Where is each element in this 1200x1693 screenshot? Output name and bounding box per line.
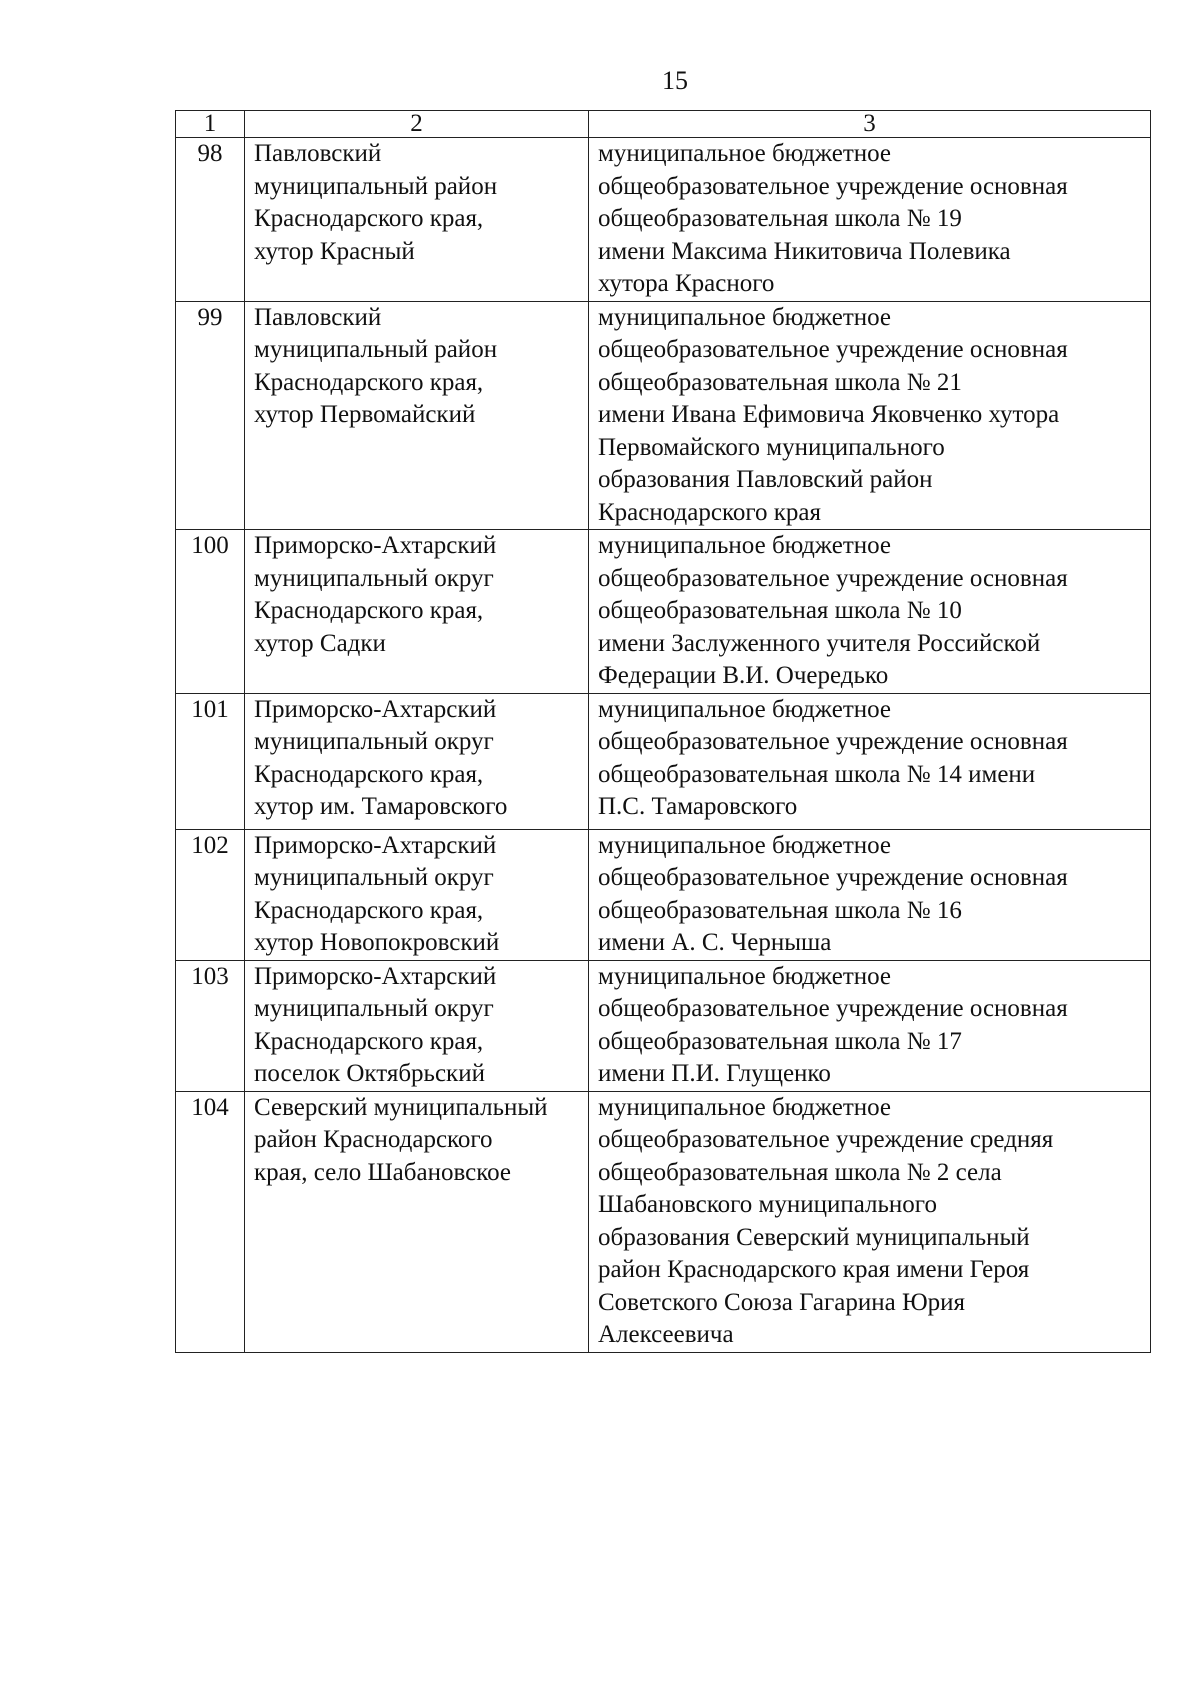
location-line: края, село Шабановское: [254, 1158, 512, 1186]
location-line: хутор Садки: [254, 629, 386, 657]
location-cell: [245, 138, 589, 302]
location-line: Краснодарского края,: [254, 205, 484, 232]
row-number: 98: [176, 138, 245, 302]
institution-line: общеобразовательная школа № 21: [598, 368, 962, 396]
table-row: [176, 138, 1151, 302]
table-row: [176, 829, 1151, 960]
institution-line: общеобразовательная школа № 2 села: [598, 1158, 1002, 1186]
institution-line: образования Павловский район: [598, 466, 933, 493]
table-row: [176, 301, 1151, 530]
institution-line: общеобразовательное учреждение средняя: [598, 1126, 1054, 1153]
institution-line: Шабановского муниципального: [598, 1191, 937, 1218]
location-line: муниципальный район: [254, 172, 498, 200]
institution-line: общеобразовательное учреждение основная: [598, 728, 1068, 755]
page-number: 15: [662, 66, 688, 95]
institution-cell: [589, 693, 1151, 829]
institution-line: общеобразовательная школа № 16: [598, 896, 962, 924]
location-line: Павловский: [254, 303, 382, 331]
institution-cell: [589, 530, 1151, 694]
institution-line: муниципальное бюджетное: [598, 962, 892, 990]
location-line: хутор им. Тамаровского: [254, 793, 508, 820]
row-number: 104: [176, 1091, 245, 1352]
location-line: Краснодарского края,: [254, 597, 484, 624]
location-line: Павловский: [254, 140, 382, 167]
institution-line: общеобразовательное учреждение основная: [598, 995, 1068, 1022]
institution-line: Советского Союза Гагарина Юрия: [598, 1288, 966, 1316]
location-cell: [245, 693, 589, 829]
institution-cell: [589, 301, 1151, 530]
institution-line: общеобразовательное учреждение основная: [598, 336, 1068, 363]
location-line: хутор Первомайский: [254, 401, 476, 428]
location-line: муниципальный округ: [254, 564, 494, 592]
location-cell: [245, 301, 589, 530]
registry-table: [175, 110, 1151, 1353]
institution-line: общеобразовательное учреждение основная: [598, 864, 1068, 891]
institution-line: муниципальное бюджетное: [598, 831, 892, 859]
institution-line: имени Ивана Ефимовича Яковченко хутора: [598, 401, 1060, 428]
institution-cell: [589, 829, 1151, 960]
table-row: [176, 960, 1151, 1091]
institution-cell: [589, 138, 1151, 302]
row-number: 103: [176, 960, 245, 1091]
location-cell: [245, 960, 589, 1091]
institution-line: имени А. С. Черныша: [598, 929, 832, 956]
location-line: поселок Октябрьский: [254, 1060, 485, 1087]
institution-line: район Краснодарского края имени Героя: [598, 1256, 1030, 1283]
table-row: [176, 1091, 1151, 1352]
institution-line: муниципальное бюджетное: [598, 303, 892, 331]
institution-cell: [589, 1091, 1151, 1352]
institution-line: общеобразовательная школа № 19: [598, 205, 962, 232]
header-row: [176, 111, 1151, 138]
location-line: хутор Новопокровский: [254, 929, 500, 956]
location-cell: [245, 530, 589, 694]
institution-line: общеобразовательная школа № 10: [598, 597, 962, 624]
institution-line: общеобразовательное учреждение основная: [598, 172, 1068, 200]
table-row: [176, 530, 1151, 694]
location-line: Краснодарского края,: [254, 368, 484, 396]
location-line: Краснодарского края,: [254, 1027, 484, 1055]
location-line: муниципальный округ: [254, 864, 494, 891]
institution-line: образования Северский муниципальный: [598, 1223, 1030, 1251]
row-number: 102: [176, 829, 245, 960]
location-line: Краснодарского края,: [254, 760, 484, 788]
institution-line: общеобразовательная школа № 17: [598, 1027, 962, 1055]
institution-line: хутора Красного: [598, 270, 775, 297]
institution-line: муниципальное бюджетное: [598, 140, 892, 167]
header-cell-3: 3: [589, 111, 1151, 138]
location-line: Приморско-Ахтарский: [254, 962, 497, 990]
row-number: 100: [176, 530, 245, 694]
institution-line: Краснодарского края: [598, 498, 821, 526]
location-line: район Краснодарского: [254, 1126, 493, 1153]
institution-cell: [589, 960, 1151, 1091]
row-number: 99: [176, 301, 245, 530]
header-cell-1: 1: [176, 111, 245, 138]
institution-line: Федерации В.И. Очередько: [598, 662, 889, 689]
location-line: Приморско-Ахтарский: [254, 831, 497, 859]
institution-line: муниципальное бюджетное: [598, 1093, 892, 1121]
institution-line: Первомайского муниципального: [598, 433, 945, 461]
location-line: муниципальный округ: [254, 995, 494, 1022]
location-line: муниципальный округ: [254, 728, 494, 755]
location-line: Краснодарского края,: [254, 896, 484, 924]
institution-line: общеобразовательное учреждение основная: [598, 564, 1068, 592]
institution-line: муниципальное бюджетное: [598, 695, 892, 723]
location-line: Приморско-Ахтарский: [254, 532, 497, 559]
institution-line: муниципальное бюджетное: [598, 532, 892, 559]
location-cell: [245, 829, 589, 960]
institution-line: имени П.И. Глущенко: [598, 1060, 831, 1087]
institution-line: имени Максима Никитовича Полевика: [598, 237, 1011, 265]
location-line: муниципальный район: [254, 336, 498, 363]
institution-line: общеобразовательная школа № 14 имени: [598, 760, 1036, 788]
header-cell-2: 2: [245, 111, 589, 138]
location-line: Приморско-Ахтарский: [254, 695, 497, 723]
institution-line: П.С. Тамаровского: [598, 793, 798, 820]
institution-line: Алексеевича: [598, 1321, 734, 1348]
institution-line: имени Заслуженного учителя Российской: [598, 629, 1041, 657]
registry-table-body: [176, 111, 1151, 1353]
row-number: 101: [176, 693, 245, 829]
location-cell: [245, 1091, 589, 1352]
location-line: Северский муниципальный: [254, 1093, 548, 1121]
location-line: хутор Красный: [254, 237, 415, 265]
table-row: [176, 693, 1151, 829]
